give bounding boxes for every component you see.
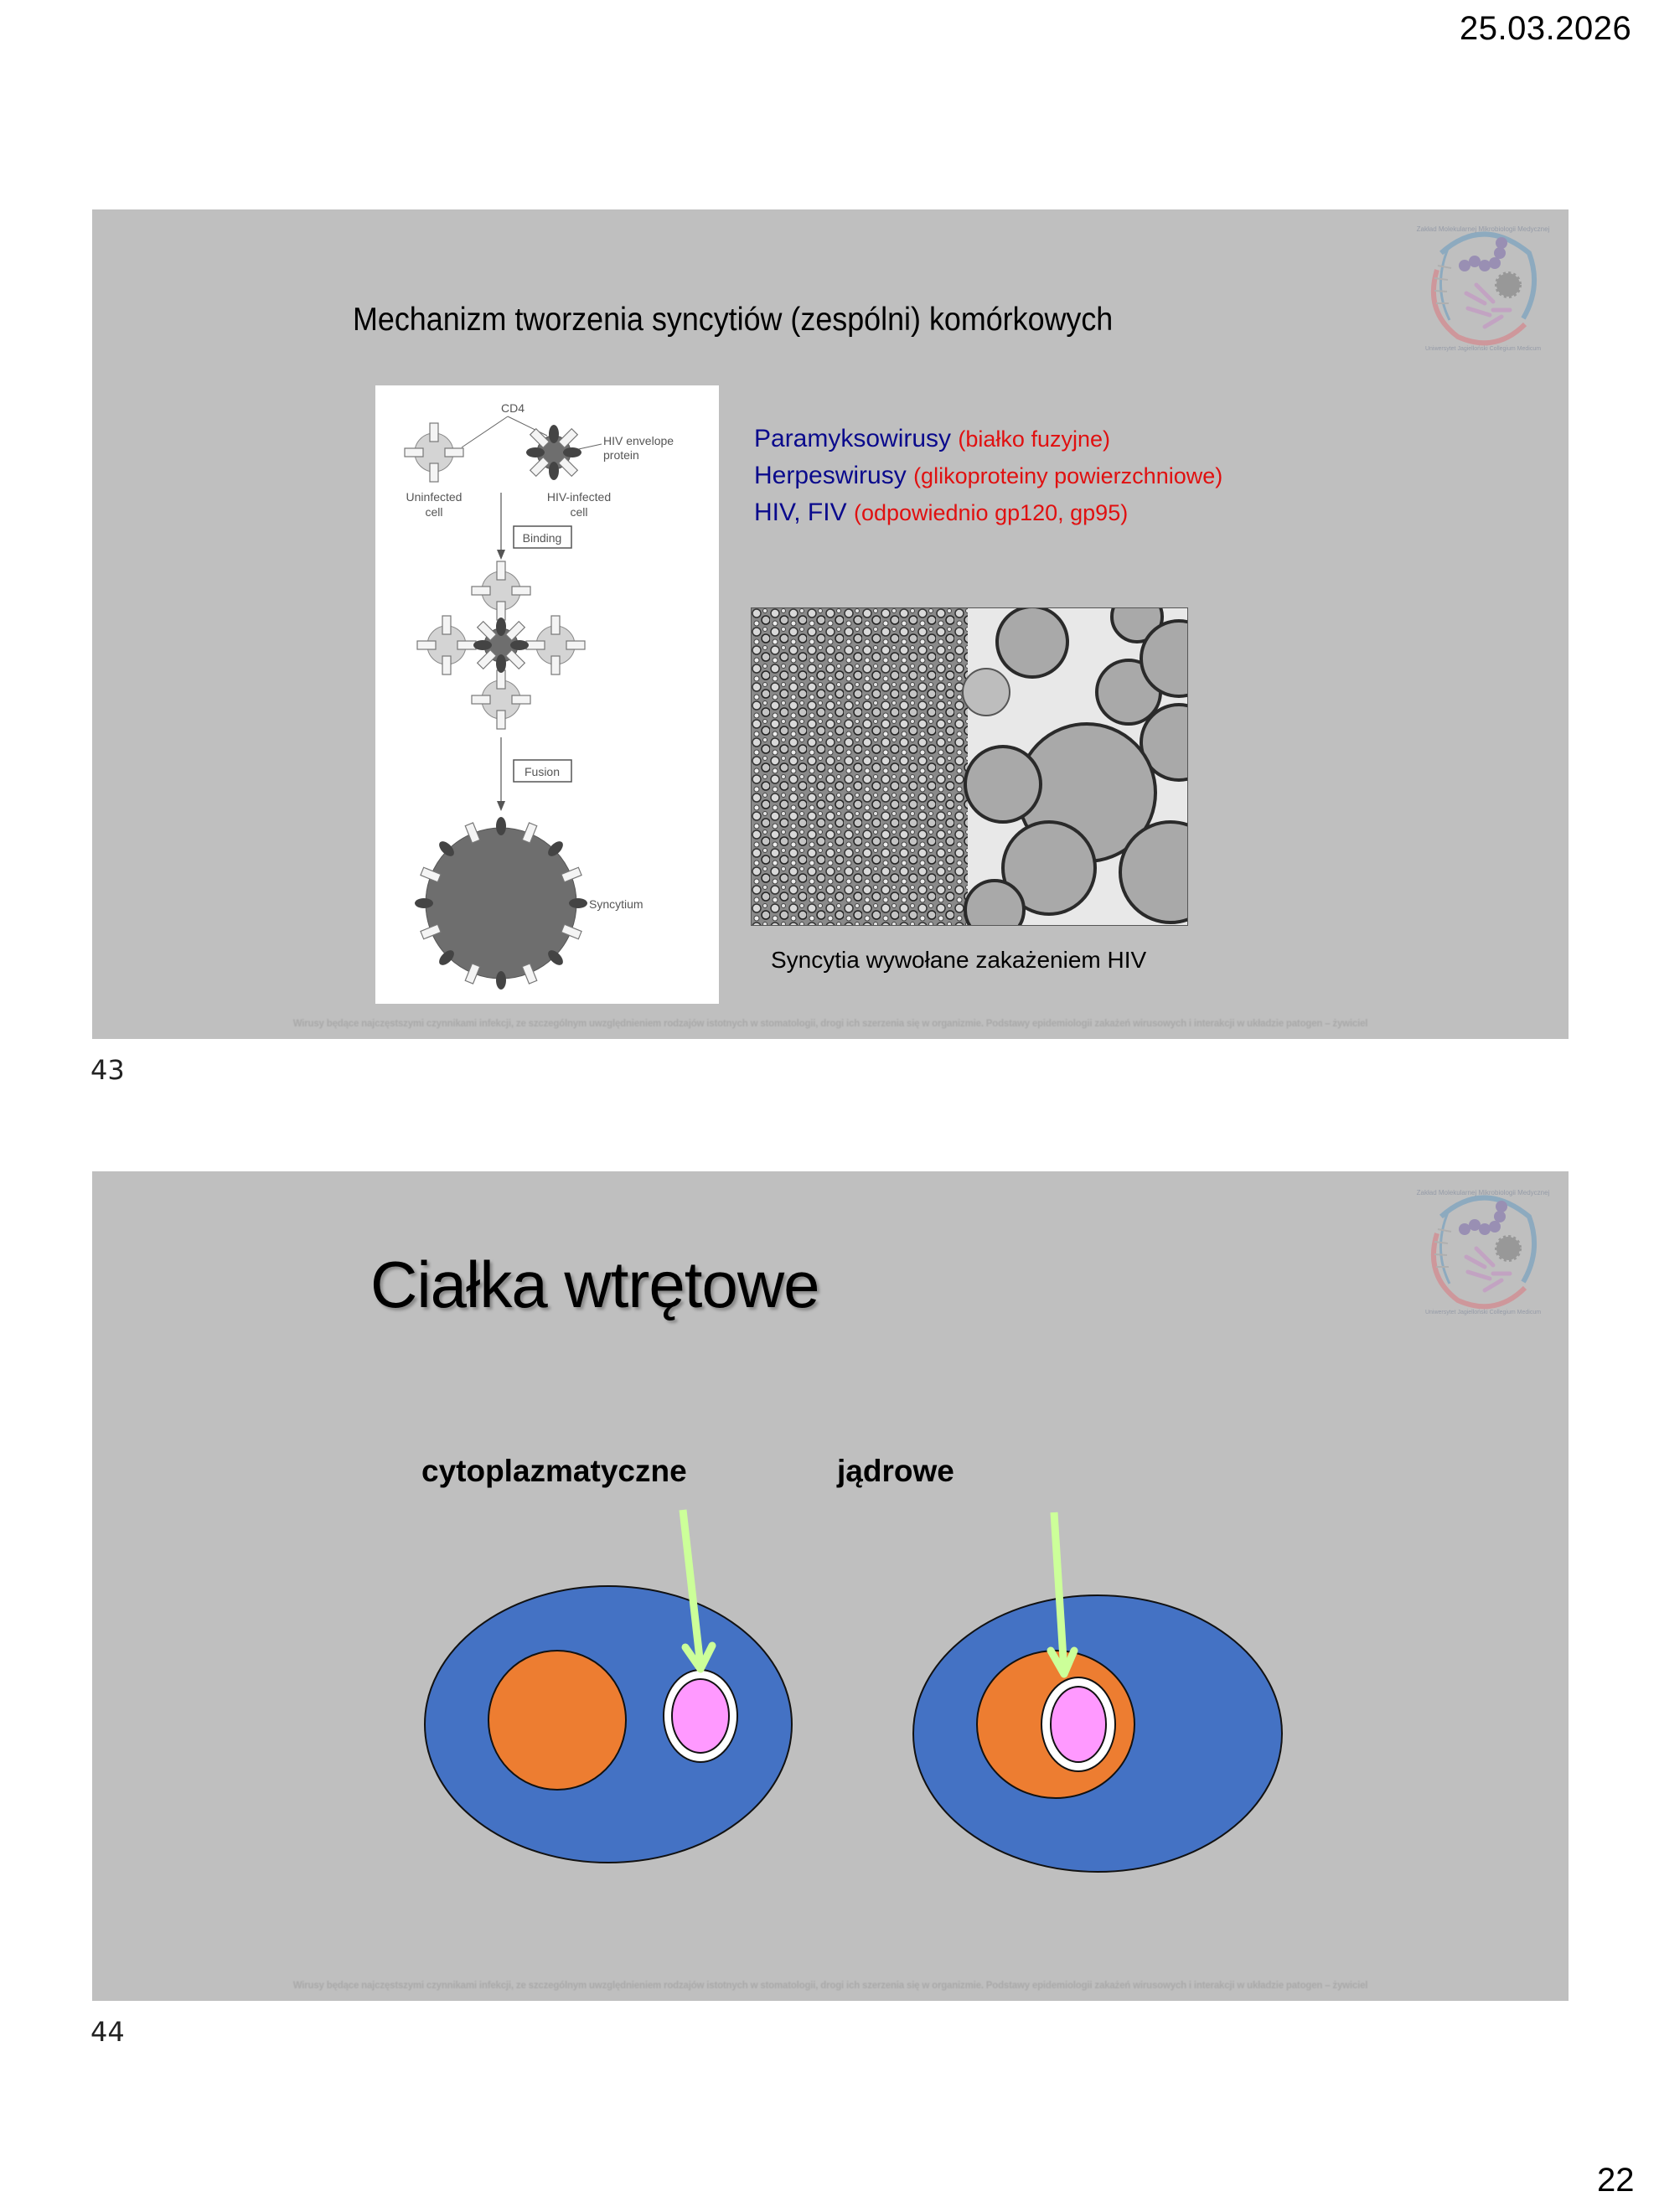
hiv-syncytia-micrograph <box>751 607 1188 926</box>
syncytium-cell <box>415 817 587 990</box>
virus-list <box>754 421 1222 531</box>
nuclear-label: jądrowe <box>837 1454 954 1488</box>
slide-title: Mechanizm tworzenia syncytiów (zespólni) komórkowych <box>353 302 1114 338</box>
svg-text:Zakład Molekularnej Mikrobiolo: Zakład Molekularnej Mikrobiologii Medycznej <box>1416 225 1550 233</box>
svg-text:Uniwersytet Jagielloński Colle: Uniwersytet Jagielloński Collegium Medicum <box>1424 1310 1542 1315</box>
photo-caption: Syncytia wywołane zakażeniem HIV <box>771 947 1147 973</box>
hiv-infected-cell <box>526 425 581 480</box>
slide-number: 44 <box>90 2016 125 2048</box>
page-number: 22 <box>1597 2162 1635 2199</box>
svg-text:Zakład Molekularnej Mikrobiolo: Zakład Molekularnej Mikrobiologii Medycznej <box>1416 1189 1550 1196</box>
page-date: 25.03.2026 <box>1460 10 1632 47</box>
arrow-icon <box>1051 1512 1074 1674</box>
slide-footer: Wirusy będące najczęstszymi czynnikami infekcji, ze szczególnym uwzględnieniem rodzajów istotnych w stomatologii, drogi ich szerzenia się w organizmie. Podstawy epidemiologii zakażeń wirusowych i interakcji w układzie patogen – żywiciel <box>292 1019 1368 1029</box>
svg-text:HIV-infected: HIV-infected <box>546 490 612 504</box>
slide-title: Ciałka wtrętowe <box>370 1248 819 1321</box>
svg-text:protein: protein <box>603 448 639 462</box>
list-item: HIV, FIV (odpowiednio gp120, gp95) <box>754 499 1129 526</box>
svg-text:Uninfected: Uninfected <box>406 490 463 504</box>
slide-43 <box>92 209 1569 1039</box>
syncytium-mechanism-diagram <box>375 385 719 1004</box>
svg-text:cell: cell <box>425 505 443 519</box>
slide-44 <box>92 1171 1569 2001</box>
uninfected-cell <box>405 423 463 482</box>
svg-text:cell: cell <box>570 505 588 519</box>
syncytium-label: Syncytium <box>589 897 643 911</box>
cytoplasmic-label: cytoplazmatyczne <box>421 1454 687 1488</box>
hiv-envelope-label: HIV envelope <box>603 434 674 447</box>
list-item: Paramyksowirusy (białko fuzyjne) <box>754 425 1110 452</box>
slide-number: 43 <box>90 1054 125 1086</box>
cd4-label: CD4 <box>501 401 525 415</box>
department-logo-icon <box>1416 220 1550 354</box>
svg-text:Uniwersytet Jagielloński Colle: Uniwersytet Jagielloński Collegium Medicum <box>1424 346 1542 352</box>
slide-footer: Wirusy będące najczęstszymi czynnikami infekcji, ze szczególnym uwzględnieniem rodzajów istotnych w stomatologii, drogi ich szerzenia się w organizmie. Podstawy epidemiologii zakażeń wirusowych i interakcji w układzie patogen – żywiciel <box>292 1981 1368 1991</box>
list-item: Herpeswirusy (glikoproteiny powierzchniowe) <box>754 462 1223 489</box>
nuclear-inclusion-cell <box>913 1595 1282 1872</box>
cytoplasmic-inclusion-cell <box>425 1586 792 1863</box>
inclusion-bodies-diagram <box>92 1171 1569 2001</box>
binding-label: Binding <box>522 531 562 545</box>
fusion-label: Fusion <box>524 765 561 778</box>
